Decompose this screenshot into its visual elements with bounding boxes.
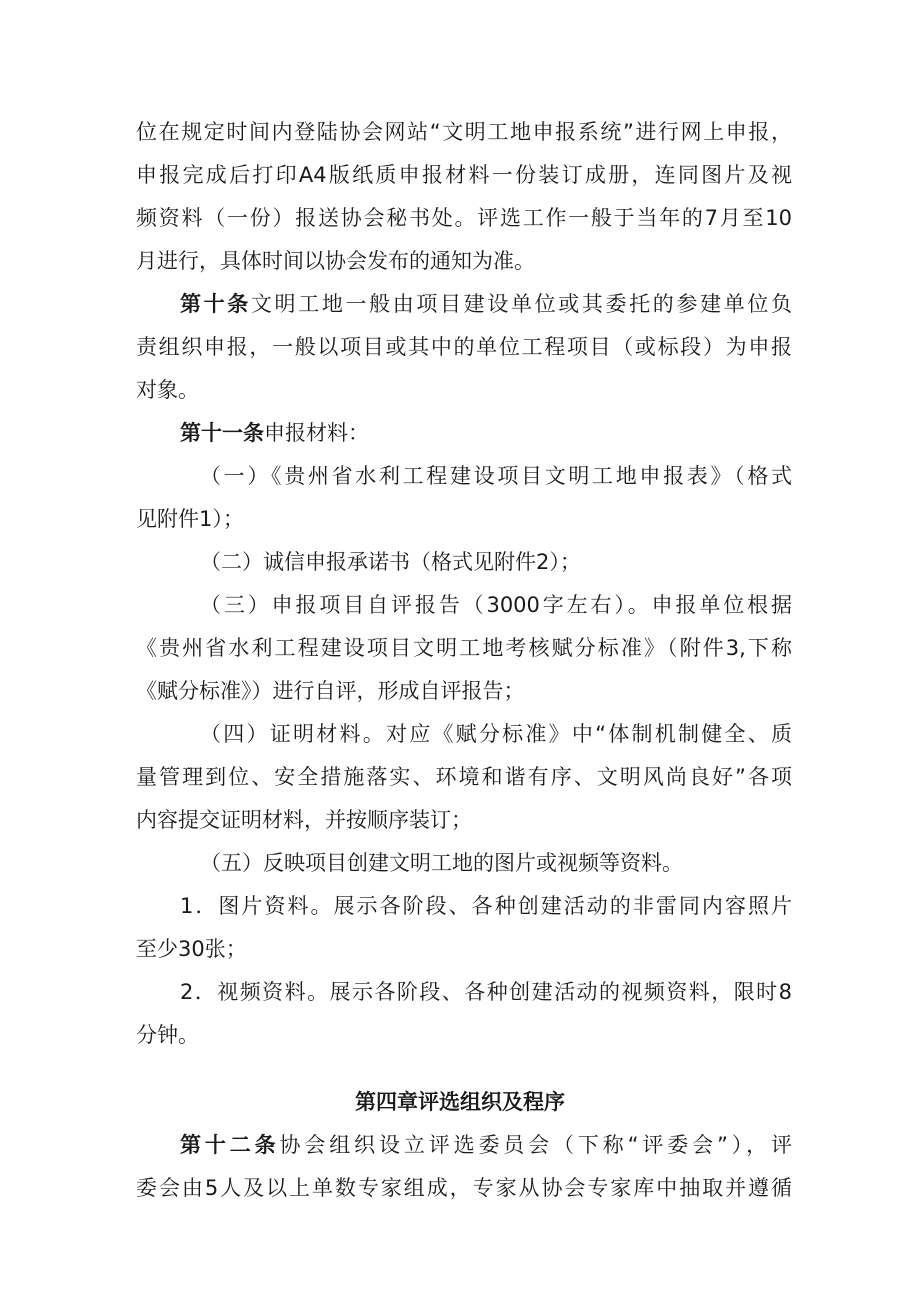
text-line: 见附件1）； <box>136 507 244 531</box>
list-item-5: （五）反映项目创建文明工地的图片或视频等资料。 <box>200 851 683 875</box>
text-line: 申报完成后打印A4版纸质申报材料一份装订成册，连同图片及视 <box>136 163 792 187</box>
sub-item-1: 1．图片资料。展示各阶段、各种创建活动的非雷同内容照片 <box>180 894 792 918</box>
article-10-line <box>180 288 792 320</box>
article-12-label: 第十二条 <box>180 1133 280 1157</box>
text-line: 内容提交证明材料，并按顺序装订； <box>136 808 472 832</box>
article-11-label: 第十一条 <box>180 421 264 445</box>
article-10-label: 第十条 <box>180 292 251 316</box>
list-item-1: （一）《贵州省水利工程建设项目文明工地申报表》（格式 <box>200 464 792 488</box>
text-line: 责组织申报，一般以项目或其中的单位工程项目（或标段）为申报 <box>136 335 792 359</box>
text-line: 分钟。 <box>136 1023 199 1047</box>
list-item-4: （四）证明材料。对应《赋分标准》中“体制机制健全、质 <box>200 722 792 746</box>
article-12-line <box>180 1129 792 1161</box>
sub-item-2: 2．视频资料。展示各阶段、各种创建活动的视频资料，限时8 <box>180 980 792 1004</box>
text-span: 文明工地一般由项目建设单位或其委托的参建单位负 <box>250 292 792 316</box>
text-line: 委会由5人及以上单数专家组成，专家从协会专家库中抽取并遵循 <box>136 1176 792 1200</box>
text-span: 申报材料： <box>264 421 369 445</box>
chapter-heading: 第四章评选组织及程序 <box>355 1090 565 1114</box>
list-item-2: （二）诚信申报承诺书（格式见附件2）； <box>200 550 581 574</box>
text-line: 至少30张； <box>136 937 247 961</box>
list-item-3: （三）申报项目自评报告（3000字左右）。申报单位根据 <box>200 593 792 617</box>
text-span: 协会组织设立评选委员会（下称“评委会”），评 <box>279 1133 792 1157</box>
text-line: 对象。 <box>136 378 199 402</box>
text-line: 《赋分标准》）进行自评，形成自评报告； <box>136 679 525 703</box>
text-line: 《贵州省水利工程建设项目文明工地考核赋分标准》（附件3,下称 <box>136 636 792 660</box>
text-line: 位在规定时间内登陆协会网站“文明工地申报系统”进行网上申报， <box>136 120 792 144</box>
text-line: 量管理到位、安全措施落实、环境和谐有序、文明风尚良好”各项 <box>136 765 792 789</box>
text-line: 月进行，具体时间以协会发布的通知为准。 <box>136 249 535 273</box>
article-11-line <box>180 417 792 449</box>
text-line: 频资料（一份）报送协会秘书处。评选工作一般于当年的7月至10 <box>136 206 792 230</box>
